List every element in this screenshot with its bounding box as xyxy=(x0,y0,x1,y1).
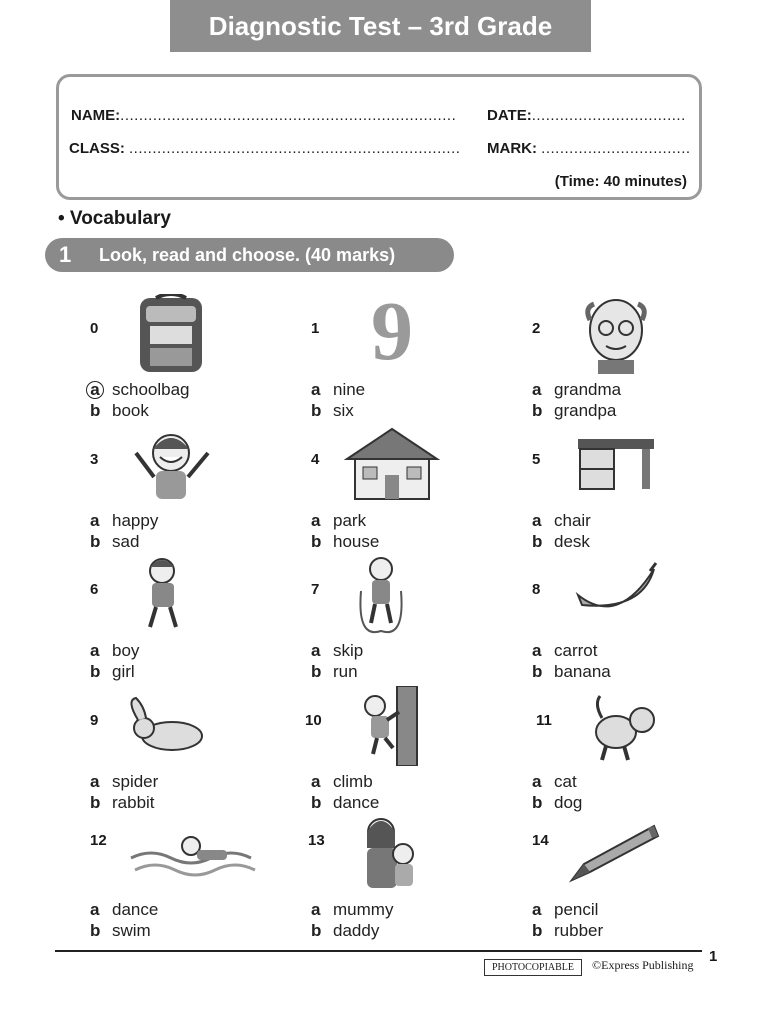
climbing-boy-icon xyxy=(331,686,441,766)
option-a[interactable]: a nine xyxy=(311,380,366,399)
option-a[interactable]: a schoolbag xyxy=(90,380,190,400)
option-a[interactable]: a spider xyxy=(90,772,159,791)
option-b[interactable]: b rubber xyxy=(532,921,604,940)
item-13 xyxy=(308,814,521,944)
item-number: 12 xyxy=(90,832,107,849)
date-label: DATE: xyxy=(487,107,532,124)
option-b[interactable]: b daddy xyxy=(311,921,380,940)
item-number: 3 xyxy=(90,451,99,468)
option-b[interactable]: b dance xyxy=(311,793,380,812)
page-number: 1 xyxy=(709,948,718,965)
option-b[interactable]: b six xyxy=(311,401,354,420)
happy-girl-icon xyxy=(116,425,226,505)
item-number: 6 xyxy=(90,581,99,598)
option-b[interactable]: b sad xyxy=(90,532,140,551)
item-number: 5 xyxy=(532,451,541,468)
house-icon xyxy=(337,425,447,505)
student-info-box xyxy=(56,74,702,200)
class-field xyxy=(69,140,460,157)
item-14 xyxy=(532,814,742,944)
swimming-boy-icon xyxy=(116,814,266,894)
name-field xyxy=(71,107,456,124)
time-note: (Time: 40 minutes) xyxy=(554,173,687,190)
option-b[interactable]: b book xyxy=(90,401,149,420)
pencil-icon xyxy=(558,814,668,894)
item-12 xyxy=(90,814,300,944)
item-9 xyxy=(90,686,300,816)
option-b[interactable]: b girl xyxy=(90,662,135,681)
mark-field xyxy=(487,140,691,157)
option-a[interactable]: a skip xyxy=(311,641,364,660)
option-b[interactable]: b run xyxy=(311,662,358,681)
skipping-boy-icon xyxy=(337,555,447,635)
class-dots: ....................................................................... xyxy=(129,140,461,157)
item-number: 9 xyxy=(90,712,99,729)
name-label: NAME: xyxy=(71,107,121,124)
option-a[interactable]: a cat xyxy=(532,772,577,791)
option-a[interactable]: a dance xyxy=(90,900,159,919)
date-dots: ................................. xyxy=(531,107,686,124)
desk-icon xyxy=(558,425,668,505)
item-8 xyxy=(532,555,742,685)
item-0 xyxy=(90,294,300,424)
item-3 xyxy=(90,425,300,555)
class-label: CLASS: xyxy=(69,140,125,157)
item-number: 4 xyxy=(311,451,320,468)
option-a[interactable]: a chair xyxy=(532,511,591,530)
option-a[interactable]: a boy xyxy=(90,641,140,660)
mark-dots: ................................ xyxy=(541,140,691,157)
page-title: Diagnostic Test – 3rd Grade xyxy=(170,0,591,52)
mummy-icon xyxy=(337,814,447,894)
circled-answer: a xyxy=(86,381,104,399)
item-11 xyxy=(532,686,742,816)
name-dots: ........................................................................ xyxy=(120,107,457,124)
schoolbag-icon xyxy=(116,294,226,374)
option-a[interactable]: a climb xyxy=(311,772,373,791)
rabbit-icon xyxy=(116,686,226,766)
dog-icon xyxy=(558,686,668,766)
item-6 xyxy=(90,555,300,685)
item-number: 10 xyxy=(305,712,322,729)
option-b[interactable]: b desk xyxy=(532,532,590,551)
item-2 xyxy=(532,294,742,424)
section-vocabulary: • Vocabulary xyxy=(58,208,171,229)
number-nine-icon: 9 xyxy=(371,285,413,378)
date-field xyxy=(487,107,686,124)
item-4 xyxy=(311,425,521,555)
item-number: 1 xyxy=(311,320,320,337)
option-b[interactable]: b rabbit xyxy=(90,793,155,812)
task-number: 1 xyxy=(59,242,72,267)
option-a[interactable]: a carrot xyxy=(532,641,598,660)
option-a[interactable]: a grandma xyxy=(532,380,622,399)
option-a[interactable]: a mummy xyxy=(311,900,394,919)
option-b[interactable]: b grandpa xyxy=(532,401,617,420)
grandpa-icon xyxy=(558,294,668,374)
option-b[interactable]: b banana xyxy=(532,662,611,681)
task-header xyxy=(45,238,454,272)
option-b[interactable]: b dog xyxy=(532,793,583,812)
item-number: 11 xyxy=(536,712,552,729)
mark-label: MARK: xyxy=(487,140,537,157)
item-7 xyxy=(311,555,521,685)
item-10 xyxy=(305,686,515,816)
item-number: 7 xyxy=(311,581,320,598)
photocopiable-label: PHOTOCOPIABLE xyxy=(484,959,582,976)
item-number: 2 xyxy=(532,320,541,337)
option-a[interactable]: a pencil xyxy=(532,900,599,919)
option-b[interactable]: b house xyxy=(311,532,380,551)
option-a[interactable]: a happy xyxy=(90,511,159,530)
item-number: 8 xyxy=(532,581,541,598)
item-number: 14 xyxy=(532,832,549,849)
banana-icon xyxy=(558,555,668,635)
item-1 xyxy=(311,285,521,424)
item-5 xyxy=(532,425,742,555)
footer-divider xyxy=(55,950,702,952)
boy-icon xyxy=(116,555,226,635)
item-number: 13 xyxy=(308,832,325,849)
item-number: 0 xyxy=(90,320,99,337)
option-a[interactable]: a park xyxy=(311,511,367,530)
option-b[interactable]: b swim xyxy=(90,921,151,940)
publisher-credit: ©Express Publishing xyxy=(592,958,694,972)
task-instruction: Look, read and choose. (40 marks) xyxy=(99,244,396,265)
